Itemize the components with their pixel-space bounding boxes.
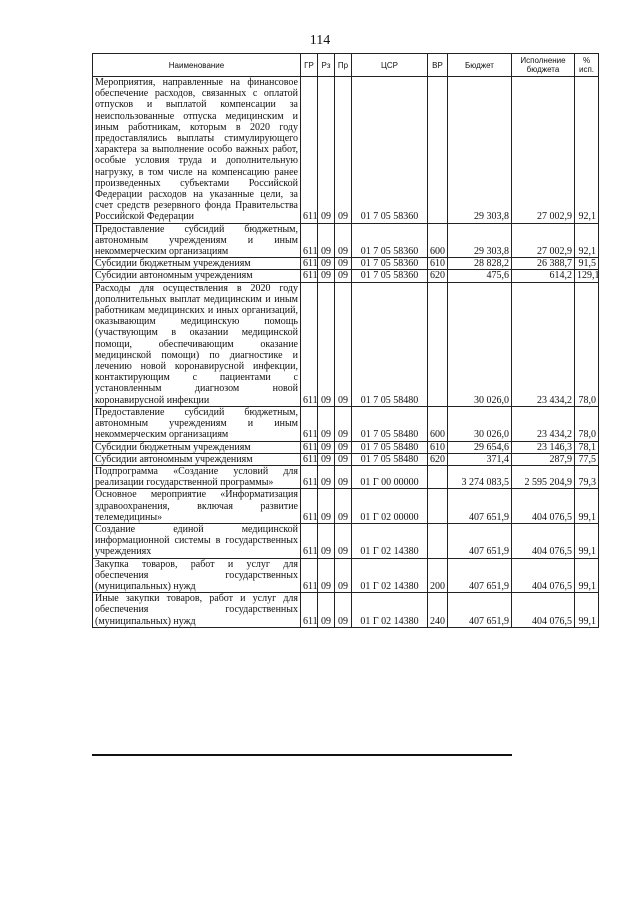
cell-csr: 01 7 05 58360 [352, 270, 428, 282]
cell-budget: 371,4 [448, 453, 512, 465]
cell-budget: 29 303,8 [448, 223, 512, 258]
cell-name: Мероприятия, направленные на финансовое обеспечение расходов, связанных с оплатой отпусков и выплатой компенсации за неиспользованные отпуска медицинским и иным работникам, которым в 2020 году предоставлялись выплаты стимулирующего характера за выполнение особо важных работ, особые условия труда и дополнительную нагрузку, в том числе на компенсацию ранее произведенных субъектами Российской Федерации расходов на указанные цели, за счет средств резервного фонда Правительства Российской Федерации [93, 77, 301, 224]
header-execution: Исполнение бюджета [512, 54, 575, 77]
cell-budget: 407 651,9 [448, 523, 512, 558]
cell-vr: 240 [428, 593, 448, 628]
cell-rz: 09 [318, 558, 335, 593]
cell-percent: 99,1 [575, 523, 599, 558]
cell-gr: 611 [301, 223, 318, 258]
cell-name: Субсидии автономным учреждениям [93, 270, 301, 282]
cell-csr: 01 7 05 58480 [352, 453, 428, 465]
cell-gr: 611 [301, 77, 318, 224]
cell-vr: 610 [428, 441, 448, 453]
cell-name: Субсидии бюджетным учреждениям [93, 258, 301, 270]
cell-budget: 29 303,8 [448, 77, 512, 224]
cell-execution: 287,9 [512, 453, 575, 465]
cell-execution: 26 388,7 [512, 258, 575, 270]
cell-percent: 99,1 [575, 558, 599, 593]
cell-gr: 611 [301, 465, 318, 488]
cell-pr: 09 [335, 258, 352, 270]
cell-gr: 611 [301, 282, 318, 406]
table-body [93, 77, 599, 628]
cell-execution: 23 146,3 [512, 441, 575, 453]
cell-percent: 78,0 [575, 406, 599, 441]
cell-csr: 01 Г 02 14380 [352, 523, 428, 558]
cell-vr [428, 282, 448, 406]
cell-vr [428, 77, 448, 224]
footer-rule [92, 754, 512, 756]
table-row [93, 523, 599, 558]
cell-gr: 611 [301, 558, 318, 593]
cell-percent: 99,1 [575, 489, 599, 524]
header-csr: ЦСР [352, 54, 428, 77]
cell-execution: 2 595 204,9 [512, 465, 575, 488]
table-row [93, 453, 599, 465]
cell-percent: 129,1 [575, 270, 599, 282]
header-vr: ВР [428, 54, 448, 77]
cell-budget: 30 026,0 [448, 282, 512, 406]
cell-rz: 09 [318, 223, 335, 258]
cell-gr: 611 [301, 406, 318, 441]
cell-csr: 01 Г 00 00000 [352, 465, 428, 488]
cell-gr: 611 [301, 523, 318, 558]
cell-percent: 78,1 [575, 441, 599, 453]
cell-execution: 23 434,2 [512, 406, 575, 441]
cell-csr: 01 7 05 58360 [352, 77, 428, 224]
cell-pr: 09 [335, 77, 352, 224]
cell-name: Закупка товаров, работ и услуг для обеспечения государственных (муниципальных) нужд [93, 558, 301, 593]
cell-vr [428, 465, 448, 488]
cell-pr: 09 [335, 453, 352, 465]
cell-csr: 01 7 05 58480 [352, 282, 428, 406]
cell-percent: 92,1 [575, 223, 599, 258]
cell-name: Субсидии автономным учреждениям [93, 453, 301, 465]
cell-rz: 09 [318, 465, 335, 488]
cell-execution: 27 002,9 [512, 77, 575, 224]
cell-pr: 09 [335, 406, 352, 441]
table-row [93, 77, 599, 224]
cell-gr: 611 [301, 453, 318, 465]
table-row [93, 593, 599, 628]
cell-budget: 28 828,2 [448, 258, 512, 270]
cell-execution: 614,2 [512, 270, 575, 282]
cell-percent: 78,0 [575, 282, 599, 406]
cell-csr: 01 Г 02 00000 [352, 489, 428, 524]
cell-execution: 404 076,5 [512, 593, 575, 628]
table-row [93, 258, 599, 270]
cell-rz: 09 [318, 593, 335, 628]
cell-rz: 09 [318, 258, 335, 270]
cell-percent: 92,1 [575, 77, 599, 224]
table-row [93, 223, 599, 258]
cell-name: Основное мероприятие «Информатизация здравоохранения, включая развитие телемедицины» [93, 489, 301, 524]
cell-rz: 09 [318, 489, 335, 524]
header-row [93, 54, 599, 77]
header-pr: Пр [335, 54, 352, 77]
cell-rz: 09 [318, 406, 335, 441]
cell-vr: 600 [428, 223, 448, 258]
cell-vr: 620 [428, 270, 448, 282]
cell-budget: 3 274 083,5 [448, 465, 512, 488]
header-name: Наименование [93, 54, 301, 77]
cell-pr: 09 [335, 270, 352, 282]
budget-table [92, 53, 599, 628]
cell-budget: 475,6 [448, 270, 512, 282]
cell-vr [428, 489, 448, 524]
cell-pr: 09 [335, 465, 352, 488]
table-row [93, 465, 599, 488]
cell-pr: 09 [335, 223, 352, 258]
table-row [93, 558, 599, 593]
cell-percent: 77,5 [575, 453, 599, 465]
cell-execution: 404 076,5 [512, 489, 575, 524]
cell-percent: 79,3 [575, 465, 599, 488]
cell-rz: 09 [318, 282, 335, 406]
cell-gr: 611 [301, 441, 318, 453]
cell-name: Расходы для осуществления в 2020 году дополнительных выплат медицинским и иным работникам медицинских и иных организаций, оказывающим медицинскую помощь (участвующим в оказании медицинской помощи, обеспечивающим оказание медицинской помощи) по диагностике и лечению новой коронавирусной инфекции, контактирующим с пациентами с установленным диагнозом новой коронавирусной инфекции [93, 282, 301, 406]
cell-vr: 610 [428, 258, 448, 270]
cell-gr: 611 [301, 593, 318, 628]
cell-vr [428, 523, 448, 558]
cell-pr: 09 [335, 441, 352, 453]
page-number: 114 [309, 33, 331, 48]
cell-gr: 611 [301, 270, 318, 282]
cell-rz: 09 [318, 270, 335, 282]
cell-execution: 404 076,5 [512, 558, 575, 593]
cell-pr: 09 [335, 282, 352, 406]
table-row [93, 441, 599, 453]
header-rz: Рз [318, 54, 335, 77]
table-row [93, 406, 599, 441]
header-gr: ГР [301, 54, 318, 77]
cell-csr: 01 7 05 58480 [352, 406, 428, 441]
cell-execution: 404 076,5 [512, 523, 575, 558]
cell-budget: 407 651,9 [448, 558, 512, 593]
cell-budget: 29 654,6 [448, 441, 512, 453]
cell-pr: 09 [335, 523, 352, 558]
table-row [93, 489, 599, 524]
cell-percent: 99,1 [575, 593, 599, 628]
table-row [93, 282, 599, 406]
cell-gr: 611 [301, 489, 318, 524]
cell-csr: 01 Г 02 14380 [352, 593, 428, 628]
cell-csr: 01 7 05 58360 [352, 223, 428, 258]
cell-pr: 09 [335, 593, 352, 628]
cell-budget: 407 651,9 [448, 489, 512, 524]
cell-execution: 23 434,2 [512, 282, 575, 406]
cell-vr: 620 [428, 453, 448, 465]
cell-budget: 30 026,0 [448, 406, 512, 441]
table-row [93, 270, 599, 282]
cell-csr: 01 7 05 58360 [352, 258, 428, 270]
header-budget: Бюджет [448, 54, 512, 77]
cell-vr: 600 [428, 406, 448, 441]
cell-csr: 01 7 05 58480 [352, 441, 428, 453]
cell-name: Субсидии бюджетным учреждениям [93, 441, 301, 453]
cell-vr: 200 [428, 558, 448, 593]
cell-rz: 09 [318, 441, 335, 453]
cell-csr: 01 Г 02 14380 [352, 558, 428, 593]
cell-pr: 09 [335, 558, 352, 593]
header-percent: % исп. [575, 54, 599, 77]
cell-name: Предоставление субсидий бюджетным, автономным учреждениям и иным некоммерческим организациям [93, 406, 301, 441]
cell-rz: 09 [318, 77, 335, 224]
cell-name: Предоставление субсидий бюджетным, автономным учреждениям и иным некоммерческим организациям [93, 223, 301, 258]
cell-gr: 611 [301, 258, 318, 270]
cell-execution: 27 002,9 [512, 223, 575, 258]
cell-name: Иные закупки товаров, работ и услуг для обеспечения государственных (муниципальных) нужд [93, 593, 301, 628]
cell-budget: 407 651,9 [448, 593, 512, 628]
cell-rz: 09 [318, 523, 335, 558]
cell-pr: 09 [335, 489, 352, 524]
cell-percent: 91,5 [575, 258, 599, 270]
cell-name: Подпрограмма «Создание условий для реализации государственной программы» [93, 465, 301, 488]
cell-rz: 09 [318, 453, 335, 465]
cell-name: Создание единой медицинской информационной системы в государственных учреждениях [93, 523, 301, 558]
